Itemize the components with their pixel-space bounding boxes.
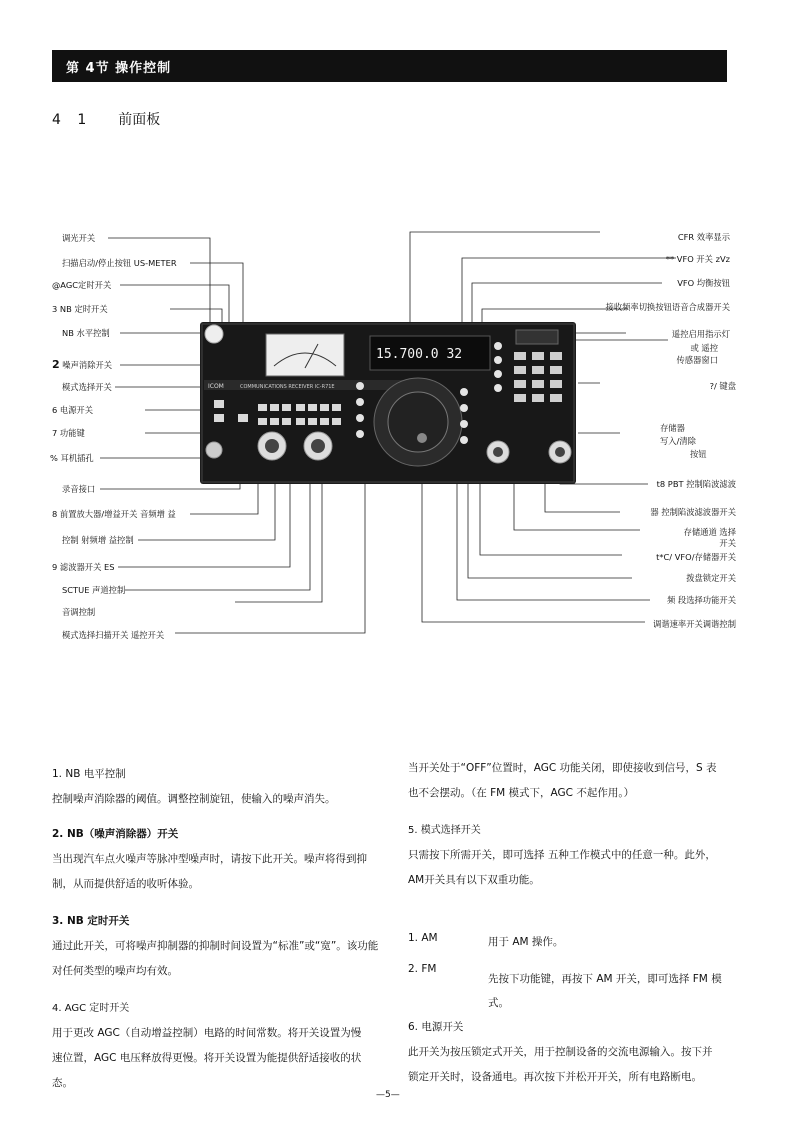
s4-body-1: 用于更改 AGC（自动增益控制）电路的时间常数。将开关设置为慢 <box>52 1027 362 1039</box>
section-header-title: 第 4节 操作控制 <box>66 61 172 76</box>
label-phones-jack: % 耳机插孔 <box>50 453 94 463</box>
s6-title: 6. 电源开关 <box>408 1021 464 1033</box>
label-sensor-window: 传感器窗口 <box>676 355 718 365</box>
label-number-2: 2 <box>52 358 60 371</box>
s3-body-2: 对任何类型的噪声均有效。 <box>52 965 178 977</box>
right-column <box>408 756 738 893</box>
label-vfo-equalize: VFO 均衡按钮 <box>677 278 730 288</box>
label-scan-mode-remote: 模式选择扫描开关 遥控开关 <box>62 630 165 640</box>
label-vfo-memory-switch: t*C/ VFO/存储器开关 <box>656 552 736 562</box>
fm-label: 2. FM <box>408 963 437 975</box>
label-nb-time-switch: 3 NB 定时开关 <box>52 304 108 314</box>
label-power-switch: 6 电源开关 <box>52 405 94 415</box>
label-memory-channel-switch: 开关 <box>719 538 736 548</box>
receiver-front-panel <box>200 322 576 484</box>
label-band-function: 频 段选择功能开关 <box>666 595 736 605</box>
label-noise-blanker-switch <box>52 360 112 370</box>
label-notch-switch: 器 控制陷波滤波器开关 <box>650 507 736 517</box>
subsection-title: 前面板 <box>118 112 161 128</box>
s5-body-2: AM开关具有以下双重功能。 <box>408 874 540 886</box>
label-agc-time-switch: @AGC定时开关 <box>52 280 112 290</box>
s6-body-2: 锁定开关时，设备通电。再次按下并松开开关，所有电路断电。 <box>408 1071 702 1083</box>
label-preamp-af-gain: 8 前置放大器/增益开关 音频增 益 <box>52 509 176 519</box>
s6-block <box>408 1015 738 1090</box>
label-filter-switch: 9 滤波器开关 ES <box>52 562 115 572</box>
panel-model: COMMUNICATIONS RECEIVER IC-R71E <box>240 384 335 390</box>
label-pbt-notch: t8 PBT 控制陷波滤波 <box>656 479 736 489</box>
label-tone-control: 音调控制 <box>62 607 96 617</box>
am-desc: 用于 AM 操作。 <box>488 936 564 948</box>
label-memory: 存储器 <box>660 423 685 433</box>
label-rx-freq-speech: 接收频率切换按钮语音合成器开关 <box>605 302 730 312</box>
fm-desc-1: 先按下功能键，再按下 AM 开关，即可选择 FM 模 <box>488 973 722 985</box>
label-dimmer-switch: 调光开关 <box>62 233 96 243</box>
s3-body-1: 通过此开关，可将噪声抑制器的抑制时间设置为“标准”或“宽”。该功能 <box>52 940 379 952</box>
r-body-1: 当开关处于“OFF”位置时，AGC 功能关闭，即使接收到信号，S 表 <box>408 762 717 774</box>
label-tuning-rate: 调谐速率开关调谐控制 <box>653 619 736 629</box>
label-mode-switch: 模式选择开关 <box>62 382 112 392</box>
s1-title: 1. NB 电平控制 <box>52 768 126 780</box>
am-label: 1. AM <box>408 932 438 944</box>
left-column <box>52 762 392 1096</box>
subsection-number: 4 1 <box>52 112 93 128</box>
s6-body-1: 此开关为按压锁定式开关，用于控制设备的交流电源输入。按下并 <box>408 1046 713 1058</box>
fm-desc-2: 式。 <box>488 997 509 1009</box>
label-vfo-switch: ** VFO 开关 zVz <box>665 254 730 264</box>
label-cfr-display: CFR 效率显示 <box>677 232 730 242</box>
label-recorder-jack: 录音接口 <box>62 484 96 494</box>
s5-body-1: 只需按下所需开关，即可选择 五种工作模式中的任意一种。此外， <box>408 849 716 861</box>
label-squelch-control: SCTUE 声道控制 <box>62 585 126 595</box>
label-rf-gain-control: 控制 射频增 益控制 <box>62 535 134 545</box>
frequency-display: 15.700.0 32 <box>376 347 463 362</box>
label-remote-indicator: 遥控启用指示灯 <box>671 329 730 339</box>
s4-title: 4. AGC 定时开关 <box>52 1003 130 1014</box>
panel-artwork <box>200 322 576 484</box>
label-function-key: 7 功能键 <box>52 428 85 438</box>
s3-title: 3. NB 定时开关 <box>52 915 130 927</box>
page-number: —5— <box>376 1090 400 1100</box>
r-body-2: 也不会摆动。（在 FM 模式下，AGC 不起作用。） <box>408 787 635 799</box>
s2-title: 2. NB（噪声消除器）开关 <box>52 828 179 840</box>
s4-body-3: 态。 <box>52 1077 73 1089</box>
label-scan-start-stop: 扫描启动/停止按钮 US-METER <box>62 258 177 268</box>
label-write-clear: 写入/清除 <box>660 436 696 446</box>
s2-body-1: 当出现汽车点火噪声等脉冲型噪声时，请按下此开关。噪声将得到抑 <box>52 853 367 865</box>
s1-body: 控制噪声消除器的阈值。调整控制旋钮，使输入的噪声消失。 <box>52 793 336 805</box>
label-memory-channel: 存储通道 选择 <box>683 527 736 537</box>
s2-body-2: 制，从而提供舒适的收听体验。 <box>52 878 199 890</box>
s5-title: 5. 模式选择开关 <box>408 825 481 836</box>
panel-brand: ICOM <box>208 383 224 390</box>
label-noise-blanker-text: 噪声消除开关 <box>62 360 113 370</box>
label-keypad: ?/ 键盘 <box>709 381 736 391</box>
label-remote-or: 或 遥控 <box>690 343 718 353</box>
s4-body-2: 速位置，AGC 电压释放得更慢。将开关设置为能提供舒适接收的状 <box>52 1052 362 1064</box>
label-dial-lock: 拨盘锁定开关 <box>686 573 736 583</box>
label-nb-level-control: NB 水平控制 <box>62 328 110 338</box>
label-button: 按钮 <box>690 449 707 459</box>
